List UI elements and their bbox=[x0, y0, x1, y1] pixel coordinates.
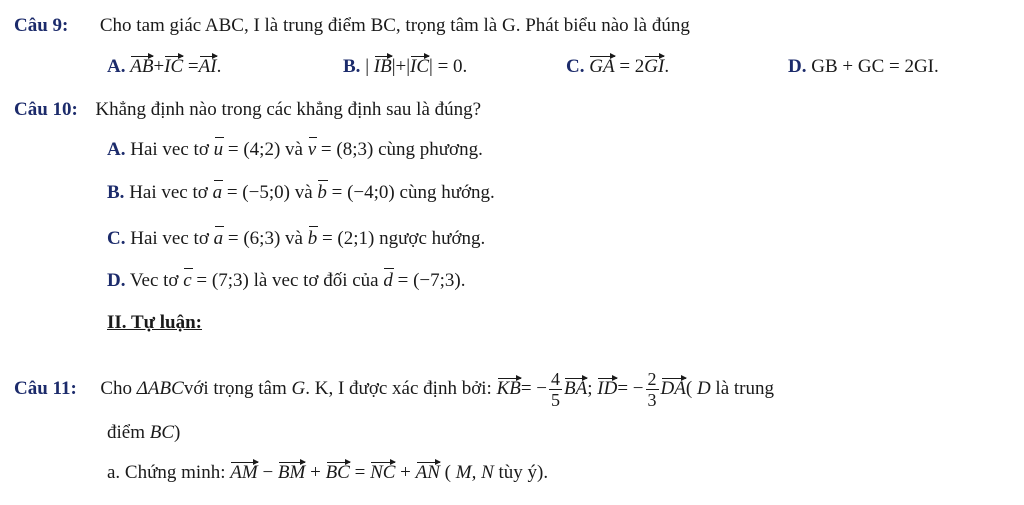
vector-an: AN bbox=[415, 462, 440, 483]
q11-line2 bbox=[107, 421, 180, 445]
q10-option-c bbox=[107, 227, 485, 251]
equals-minus: = − bbox=[617, 377, 644, 399]
plus-sign: + bbox=[400, 462, 411, 483]
paren-open: ( bbox=[444, 462, 451, 483]
q10-number: Câu 10: bbox=[14, 99, 78, 120]
numerator: 4 bbox=[551, 369, 561, 389]
q9-stem bbox=[14, 14, 690, 38]
vector-am: AM bbox=[230, 462, 258, 483]
equals-minus: = − bbox=[520, 377, 548, 399]
point-d: D bbox=[696, 377, 711, 399]
vector-ic-2: IC bbox=[410, 56, 430, 77]
fraction-4-5 bbox=[549, 369, 562, 410]
q9-number: Câu 9: bbox=[14, 15, 69, 36]
semicolon: ; bbox=[587, 377, 593, 399]
vector-letter: v bbox=[307, 139, 317, 160]
vector-ai: AI bbox=[198, 56, 217, 77]
plus-sign: + bbox=[153, 56, 165, 77]
part-a-label: a. Chứng minh: bbox=[107, 462, 226, 483]
vector-u bbox=[214, 138, 224, 162]
text: và bbox=[285, 139, 303, 160]
q9-option-d bbox=[788, 55, 939, 79]
coords: = (6;3) bbox=[227, 228, 281, 249]
q11-part-a bbox=[107, 461, 548, 485]
coords: = (−4;0) bbox=[331, 182, 395, 203]
triangle-abc: ΔABC bbox=[136, 377, 184, 399]
vector-ba: BA bbox=[564, 377, 588, 399]
text: cùng hướng. bbox=[399, 182, 495, 203]
abs-bar: | bbox=[365, 56, 369, 77]
text: Vec tơ bbox=[129, 270, 179, 291]
vector-id: ID bbox=[597, 377, 618, 399]
vector-ib: IB bbox=[373, 56, 392, 77]
vector-c bbox=[183, 269, 191, 293]
point-g: G bbox=[291, 377, 306, 399]
vector-ga: GA bbox=[589, 56, 615, 77]
text: là trung bbox=[715, 377, 774, 399]
vector-gi: GI bbox=[644, 56, 665, 77]
period: . bbox=[664, 56, 670, 77]
paren-open: ( bbox=[685, 377, 693, 399]
section-title: II. Tự luận: bbox=[107, 312, 203, 333]
q9-option-a bbox=[107, 55, 221, 79]
q11-number: Câu 11: bbox=[14, 377, 77, 399]
vector-bc: BC bbox=[325, 462, 350, 483]
vector-d bbox=[383, 269, 393, 293]
q9-question: Cho tam giác ABC, I là trung điểm BC, trọng tâm là G. Phát biểu nào là đúng bbox=[99, 15, 690, 36]
vector-nc: NC bbox=[370, 462, 396, 483]
period: . bbox=[216, 56, 222, 77]
vector-bm: BM bbox=[277, 462, 306, 483]
equals-sign: = bbox=[187, 56, 199, 77]
coords: = (4;2) bbox=[227, 139, 281, 160]
vector-da: DA bbox=[660, 377, 686, 399]
vector-a bbox=[214, 227, 224, 251]
q10-b-label: B. bbox=[107, 182, 125, 203]
text: với trọng tâm bbox=[183, 377, 287, 399]
q9-c-label: C. bbox=[566, 56, 585, 77]
q10-a-label: A. bbox=[107, 139, 126, 160]
vector-letter: b bbox=[307, 228, 318, 249]
text: Hai vec tơ bbox=[130, 228, 209, 249]
vector-v bbox=[308, 138, 316, 162]
vector-ab: AB bbox=[130, 56, 154, 77]
text: tùy ý). bbox=[498, 462, 549, 483]
q9-d-text: GB + GC = 2GI. bbox=[811, 56, 939, 77]
text: Hai vec tơ bbox=[130, 139, 209, 160]
denominator: 3 bbox=[647, 390, 657, 410]
text: Hai vec tơ bbox=[129, 182, 208, 203]
text: điểm bbox=[107, 422, 145, 443]
plus-sign: + bbox=[310, 462, 321, 483]
text: . K, I được xác định bởi: bbox=[305, 377, 492, 399]
vector-b bbox=[308, 227, 318, 251]
q10-d-label: D. bbox=[107, 270, 126, 291]
vector-a bbox=[213, 181, 223, 205]
points-mn: M, N bbox=[455, 462, 494, 483]
coords: = (2;1) bbox=[321, 228, 375, 249]
q9-b-label: B. bbox=[343, 56, 361, 77]
numerator: 2 bbox=[647, 369, 657, 389]
coords: = (−7;3). bbox=[397, 270, 466, 291]
q9-option-b bbox=[343, 55, 467, 79]
abs-tail: | = 0. bbox=[429, 56, 468, 77]
text: Cho bbox=[100, 377, 133, 399]
text: ngược hướng. bbox=[379, 228, 486, 249]
vector-letter: a bbox=[213, 228, 224, 249]
q9-d-label: D. bbox=[788, 56, 807, 77]
q10-option-d bbox=[107, 269, 466, 293]
equals-sign: = bbox=[354, 462, 366, 483]
vector-letter: c bbox=[183, 270, 192, 291]
q9-a-label: A. bbox=[107, 56, 126, 77]
abs-plus: |+| bbox=[391, 56, 411, 77]
q10-stem bbox=[14, 98, 481, 122]
coords: = (8;3) bbox=[320, 139, 374, 160]
minus-sign: − bbox=[262, 462, 274, 483]
segment-bc: BC bbox=[149, 422, 175, 443]
text: cùng phương. bbox=[378, 139, 483, 160]
q10-option-a bbox=[107, 138, 483, 162]
denominator: 5 bbox=[551, 390, 561, 410]
paren-close: ) bbox=[174, 422, 181, 443]
vector-letter: b bbox=[317, 182, 327, 203]
section-heading bbox=[107, 311, 202, 335]
text: và bbox=[285, 228, 303, 249]
coords: = (−5;0) bbox=[226, 182, 290, 203]
q10-c-label: C. bbox=[107, 228, 126, 249]
fraction-2-3 bbox=[646, 369, 659, 410]
text: và bbox=[294, 182, 313, 203]
coords: = (7;3) bbox=[196, 270, 249, 291]
vector-letter: a bbox=[212, 182, 223, 203]
equals-two: = 2 bbox=[619, 56, 645, 77]
q9-option-c bbox=[566, 55, 669, 79]
vector-ic: IC bbox=[164, 56, 184, 77]
q10-option-b bbox=[107, 181, 495, 205]
text: là vec tơ đối của bbox=[253, 270, 379, 291]
q11-stem bbox=[14, 369, 774, 410]
q10-question: Khẳng định nào trong các khẳng định sau là đúng? bbox=[95, 99, 482, 120]
vector-letter: d bbox=[383, 270, 393, 291]
vector-letter: u bbox=[213, 139, 224, 160]
vector-kb: KB bbox=[496, 377, 521, 399]
vector-b bbox=[317, 181, 327, 205]
